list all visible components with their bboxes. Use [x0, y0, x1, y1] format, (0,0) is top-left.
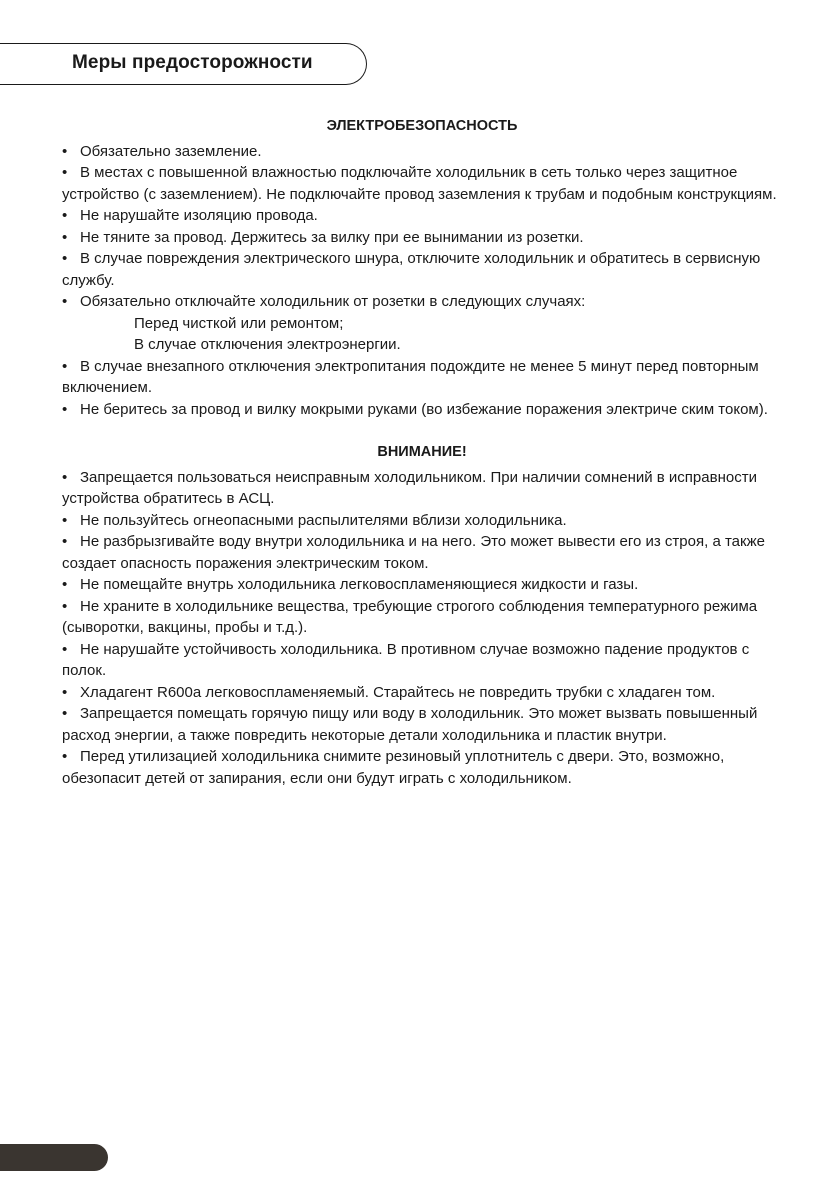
- section-heading-electrical-safety: ЭЛЕКТРОБЕЗОПАСНОСТЬ: [326, 118, 518, 134]
- list-item: • Не нарушайте устойчивость холодильника. В противном случае возможно падение продуктов с полок.: [62, 640, 750, 679]
- bullet-icon: •: [62, 705, 68, 722]
- bullet-icon: •: [62, 228, 68, 246]
- list-item: • Перед утилизацией холодильника снимите резиновый уплотнитель с двери. Это, возможно, обезопасит детей от запирания, если они будут играть с холодильником.: [62, 748, 725, 787]
- list-item: • Запрещается помещать горячую пищу или воду в холодильник. Это может вызвать повышенный расход энергии, а также повредить некоторые детали холодильника и пластик внутри.: [62, 705, 758, 744]
- bullet-icon: •: [62, 533, 68, 550]
- section-heading-attention: ВНИМАНИЕ!: [377, 444, 467, 460]
- bullet-icon: •: [62, 683, 68, 701]
- list-item: • Не нарушайте изоляцию провода.: [62, 205, 782, 227]
- bullet-icon: •: [62, 250, 68, 267]
- list-item: • Не тяните за провод. Держитесь за вилку при ее вынимании из розетки.: [62, 227, 782, 249]
- bullet-icon: •: [62, 511, 68, 529]
- page-title: Меры предосторожности: [72, 52, 313, 73]
- bullet-icon: •: [62, 357, 68, 375]
- bullet-icon: •: [62, 207, 68, 224]
- bullet-icon: •: [62, 748, 68, 765]
- bullet-icon: •: [62, 640, 68, 658]
- list-item: • Не помещайте внутрь холодильника легковоспламеняющиеся жидкости и газы.: [62, 574, 782, 596]
- page-content: [62, 116, 782, 789]
- sub-list-item: В случае отключения электроэнергии.: [134, 336, 401, 353]
- bullet-icon: •: [62, 400, 68, 418]
- list-item: • Не храните в холодильнике вещества, требующие строгого соблюдения температурного режима (сыворотки, вакцины, пробы и т.д.).: [62, 597, 758, 636]
- bullet-icon: •: [62, 164, 68, 181]
- list-item: • Обязательно отключайте холодильник от розетки в следующих случаях:: [62, 291, 782, 313]
- list-item: • Хладагент R600a легковоспламеняемый. Старайтесь не повредить трубки с хладаген том.: [62, 682, 782, 704]
- list-item: • Не разбрызгивайте воду внутри холодильника и на него. Это может вывести его из строя, а также создает опасность поражения электрическим током.: [62, 533, 765, 572]
- bullet-icon: •: [62, 468, 68, 486]
- bullet-icon: •: [62, 142, 68, 160]
- bullet-icon: •: [62, 597, 68, 615]
- list-item: • Не пользуйтесь огнеопасными распылителями вблизи холодильника.: [62, 510, 782, 532]
- sub-list-item: Перед чисткой или ремонтом;: [134, 314, 344, 332]
- list-item: • В случае повреждения электрического шнура, отключите холодильник и обратитесь в сервисную службу.: [62, 250, 761, 289]
- list-item: • Не беритесь за провод и вилку мокрыми руками (во избежание поражения электриче ским током).: [62, 399, 782, 421]
- list-item: • Запрещается пользоваться неисправным холодильником. При наличии сомнений в исправности устройства обратитесь в АСЦ.: [62, 468, 757, 507]
- bullet-icon: •: [62, 576, 68, 593]
- list-item: • В случае внезапного отключения электропитания подождите не менее 5 минут перед повторным включением.: [62, 357, 759, 396]
- bullet-icon: •: [62, 293, 68, 310]
- page-footer-bar: [0, 1144, 108, 1171]
- list-item: • Обязательно заземление.: [62, 141, 782, 163]
- list-item: • В местах с повышенной влажностью подключайте холодильник в сеть только через защитное устройство (с заземлением). Не подключайте провод заземления к трубам и подобным конструкциям.: [62, 164, 777, 203]
